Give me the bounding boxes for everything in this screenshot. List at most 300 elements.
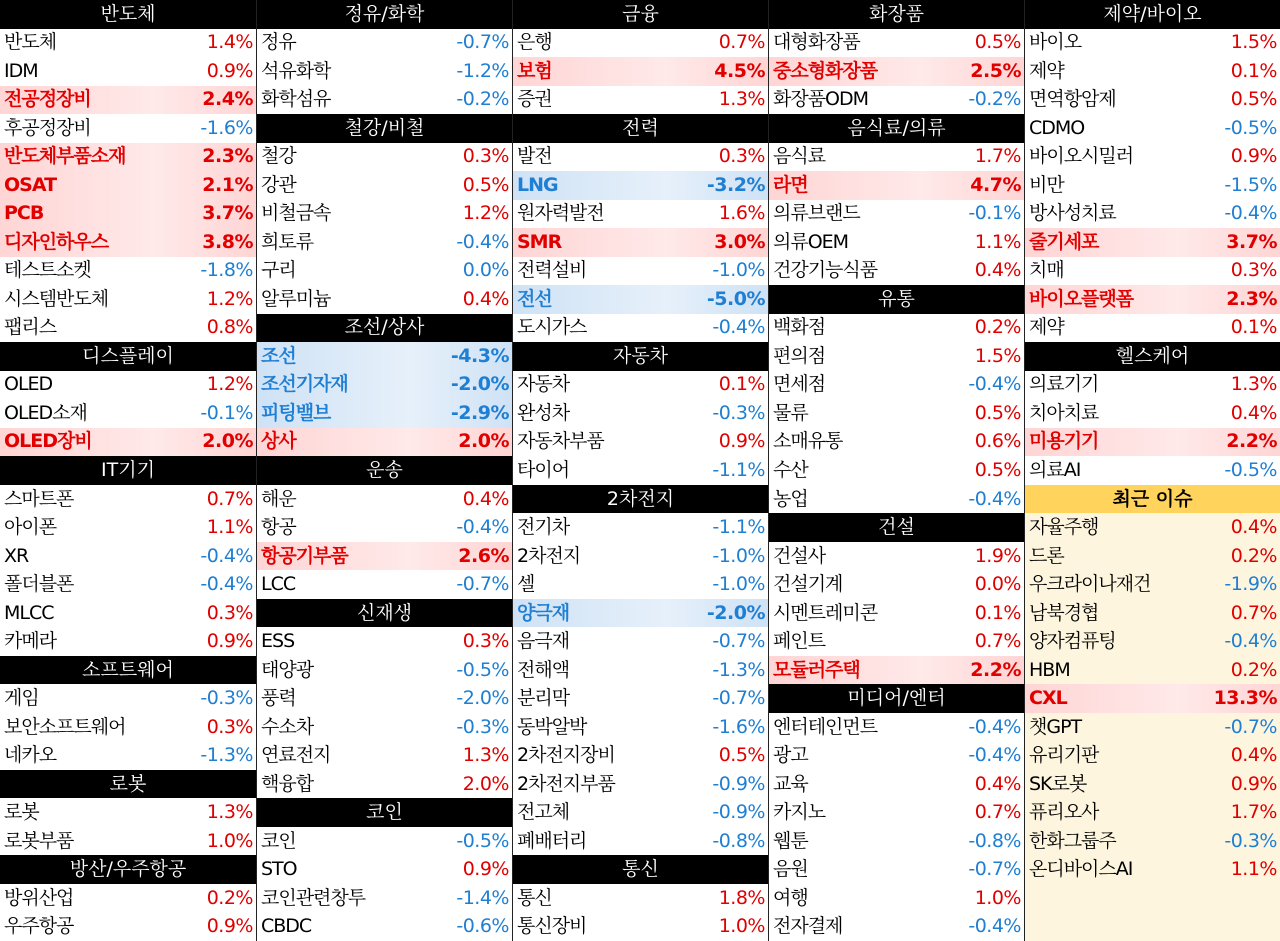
sector-change: 1.1%	[974, 230, 1021, 253]
sector-change: 3.0%	[714, 230, 765, 253]
sector-change: 0.0%	[974, 573, 1021, 596]
sector-row[interactable]	[513, 513, 768, 542]
sector-row[interactable]	[0, 143, 256, 172]
sector-row[interactable]	[769, 770, 1024, 799]
sector-row[interactable]	[513, 627, 768, 656]
sector-change: 1.7%	[1230, 801, 1277, 824]
sector-change: -1.2%	[456, 59, 509, 82]
sector-column	[512, 0, 768, 941]
sector-row[interactable]	[257, 827, 512, 856]
sector-row[interactable]	[0, 513, 256, 542]
sector-row[interactable]	[0, 171, 256, 200]
sector-header	[257, 314, 512, 343]
sector-row[interactable]	[769, 86, 1024, 115]
sector-row[interactable]	[1025, 57, 1280, 86]
sector-change: 1.6%	[718, 202, 765, 225]
sector-row[interactable]	[769, 570, 1024, 599]
sector-row[interactable]	[0, 570, 256, 599]
sector-name: 비만	[1029, 173, 1064, 196]
sector-change: -1.0%	[712, 573, 765, 596]
sector-header-label: 신재생	[356, 601, 413, 624]
sector-row[interactable]	[513, 314, 768, 343]
sector-change: 0.9%	[206, 630, 253, 653]
sector-row[interactable]	[1025, 770, 1280, 799]
sector-change: 1.4%	[206, 31, 253, 54]
sector-name: 카지노	[773, 801, 826, 824]
sector-name: 중소형화장품	[773, 59, 878, 82]
sector-name: 팹리스	[4, 316, 57, 339]
sector-name: 방사성치료	[1029, 202, 1116, 225]
sector-change: -0.5%	[1224, 458, 1277, 481]
sector-row[interactable]	[513, 570, 768, 599]
sector-change: -0.5%	[1224, 116, 1277, 139]
sector-header	[0, 456, 256, 485]
sector-row[interactable]	[1025, 371, 1280, 400]
sector-name: 철강	[261, 145, 296, 168]
sector-row[interactable]	[0, 200, 256, 229]
sector-name: 보안소프트웨어	[4, 715, 126, 738]
sector-row[interactable]	[769, 143, 1024, 172]
sector-row[interactable]	[769, 171, 1024, 200]
sector-name: 게임	[4, 687, 39, 710]
sector-row[interactable]	[513, 456, 768, 485]
sector-row[interactable]	[257, 86, 512, 115]
sector-change: -0.4%	[1224, 202, 1277, 225]
sector-row[interactable]	[769, 713, 1024, 742]
sector-row[interactable]	[769, 342, 1024, 371]
sector-row[interactable]	[257, 200, 512, 229]
sector-row[interactable]	[0, 399, 256, 428]
sector-name: 분리막	[517, 687, 570, 710]
sector-change: 0.1%	[974, 601, 1021, 624]
sector-change: 2.0%	[458, 430, 509, 453]
sector-row[interactable]	[0, 599, 256, 628]
sector-name: 시스템반도체	[4, 287, 109, 310]
sector-row[interactable]	[1025, 627, 1280, 656]
sector-row[interactable]	[1025, 542, 1280, 571]
sector-row[interactable]	[257, 855, 512, 884]
sector-row[interactable]	[769, 627, 1024, 656]
sector-row[interactable]	[0, 713, 256, 742]
sector-header-label: 미디어/엔터	[847, 687, 946, 710]
sector-row[interactable]	[0, 29, 256, 58]
sector-row[interactable]	[257, 684, 512, 713]
sector-header	[1025, 342, 1280, 371]
sector-change: -0.4%	[1224, 630, 1277, 653]
sector-change: 2.2%	[970, 658, 1021, 681]
sector-row[interactable]	[0, 285, 256, 314]
sector-change: -0.4%	[456, 230, 509, 253]
sector-row[interactable]	[513, 798, 768, 827]
sector-row[interactable]	[513, 827, 768, 856]
sector-name: LCC	[261, 573, 296, 596]
sector-name: 태양광	[261, 658, 314, 681]
sector-change: -0.7%	[968, 858, 1021, 881]
sector-row[interactable]	[257, 171, 512, 200]
sector-row[interactable]	[769, 314, 1024, 343]
sector-change: 1.0%	[718, 915, 765, 938]
sector-name: 자동차부품	[517, 430, 604, 453]
sector-change: -0.7%	[712, 687, 765, 710]
sector-name: 건설기계	[773, 573, 843, 596]
sector-change: -0.4%	[968, 744, 1021, 767]
sector-header-label: 음식료/의류	[847, 116, 946, 139]
sector-row[interactable]	[1025, 656, 1280, 685]
sector-row[interactable]	[0, 428, 256, 457]
sector-row[interactable]	[0, 912, 256, 941]
sector-name: 반도체부품소재	[4, 145, 126, 168]
sector-row[interactable]	[513, 86, 768, 115]
sector-header-label: 정유/화학	[344, 2, 425, 25]
sector-row[interactable]	[769, 485, 1024, 514]
sector-name: 소매유통	[773, 430, 843, 453]
sector-row[interactable]	[769, 855, 1024, 884]
sector-name: 우주항공	[4, 915, 74, 938]
sector-name: 석유화학	[261, 59, 331, 82]
sector-row[interactable]	[1025, 200, 1280, 229]
sector-name: 카메라	[4, 630, 57, 653]
sector-row[interactable]	[257, 513, 512, 542]
sector-row[interactable]	[257, 371, 512, 400]
sector-row[interactable]	[769, 827, 1024, 856]
sector-name: 치아치료	[1029, 401, 1099, 424]
sector-change: 0.2%	[974, 316, 1021, 339]
sector-change: -2.0%	[706, 601, 765, 624]
sector-row[interactable]	[257, 485, 512, 514]
sector-row[interactable]	[0, 798, 256, 827]
sector-name: 면세점	[773, 373, 826, 396]
sector-change: -0.7%	[712, 630, 765, 653]
sector-row[interactable]	[0, 485, 256, 514]
sector-row[interactable]	[1025, 456, 1280, 485]
sector-row[interactable]	[257, 713, 512, 742]
sector-change: 1.1%	[206, 516, 253, 539]
sector-name: 셀	[517, 573, 535, 596]
sector-row[interactable]	[769, 884, 1024, 913]
sector-row[interactable]	[513, 542, 768, 571]
sector-row[interactable]	[1025, 314, 1280, 343]
sector-row[interactable]	[769, 371, 1024, 400]
sector-row[interactable]	[257, 627, 512, 656]
sector-row[interactable]	[0, 228, 256, 257]
sector-header	[0, 770, 256, 799]
sector-row[interactable]	[513, 171, 768, 200]
sector-name: 음극재	[517, 630, 570, 653]
sector-name: OLED소재	[4, 401, 87, 424]
sector-row[interactable]	[513, 29, 768, 58]
sector-name: 스마트폰	[4, 487, 74, 510]
sector-name: 동박알박	[517, 715, 587, 738]
sector-change: 0.1%	[718, 373, 765, 396]
sector-row[interactable]	[257, 342, 512, 371]
sector-change: -0.1%	[200, 401, 253, 424]
sector-row[interactable]	[769, 599, 1024, 628]
sector-name: SK로봇	[1029, 772, 1087, 795]
sector-name: 조선	[261, 344, 296, 367]
sector-change: 2.4%	[202, 88, 253, 111]
sector-row[interactable]	[1025, 827, 1280, 856]
sector-row[interactable]	[513, 143, 768, 172]
sector-row[interactable]	[1025, 798, 1280, 827]
sector-change: 2.3%	[202, 145, 253, 168]
sector-change: 3.7%	[202, 202, 253, 225]
sector-row[interactable]	[1025, 86, 1280, 115]
sector-row[interactable]	[1025, 399, 1280, 428]
sector-header	[769, 285, 1024, 314]
sector-change: 2.3%	[1226, 287, 1277, 310]
sector-change: 4.7%	[970, 173, 1021, 196]
sector-name: 디자인하우스	[4, 230, 109, 253]
sector-change: -0.4%	[968, 487, 1021, 510]
sector-row[interactable]	[513, 57, 768, 86]
sector-change: -0.3%	[456, 715, 509, 738]
sector-row[interactable]	[0, 371, 256, 400]
sector-row[interactable]	[513, 713, 768, 742]
sector-column	[768, 0, 1024, 941]
sector-name: 드론	[1029, 544, 1064, 567]
sector-change: -0.4%	[456, 516, 509, 539]
sector-row[interactable]	[769, 741, 1024, 770]
sector-change: -1.9%	[1224, 573, 1277, 596]
sector-header	[0, 855, 256, 884]
sector-name: 자동차	[517, 373, 570, 396]
sector-change: 2.0%	[462, 772, 509, 795]
sector-row[interactable]	[0, 827, 256, 856]
sector-name: 방위산업	[4, 886, 74, 909]
sector-name: 면역항암제	[1029, 88, 1116, 111]
sector-change: -3.2%	[706, 173, 765, 196]
sector-name: 모듈러주택	[773, 658, 860, 681]
sector-row[interactable]	[513, 257, 768, 286]
sector-name: 코인관련창투	[261, 886, 366, 909]
sector-name: SMR	[517, 230, 562, 253]
sector-name: 의류브랜드	[773, 202, 860, 225]
sector-name: 바이오시밀러	[1029, 145, 1134, 168]
sector-header-label: 건설	[878, 516, 915, 539]
sector-name: 양극재	[517, 601, 570, 624]
sector-change: -0.8%	[968, 829, 1021, 852]
sector-row[interactable]	[1025, 741, 1280, 770]
sector-change: 0.9%	[1230, 145, 1277, 168]
sector-row[interactable]	[1025, 713, 1280, 742]
sector-row[interactable]	[1025, 285, 1280, 314]
sector-row[interactable]	[257, 228, 512, 257]
sector-row[interactable]	[1025, 428, 1280, 457]
sector-row[interactable]	[0, 257, 256, 286]
sector-change: -0.2%	[456, 88, 509, 111]
sector-name: 화장품ODM	[773, 88, 869, 111]
sector-name: ESS	[261, 630, 295, 653]
sector-change: -0.2%	[968, 88, 1021, 111]
sector-name: 대형화장품	[773, 31, 860, 54]
sector-row[interactable]	[257, 285, 512, 314]
sector-name: 강관	[261, 173, 296, 196]
sector-change: -1.0%	[712, 259, 765, 282]
sector-name: 제약	[1029, 59, 1064, 82]
sector-row[interactable]	[769, 656, 1024, 685]
sector-row[interactable]	[769, 399, 1024, 428]
sector-row[interactable]	[257, 57, 512, 86]
sector-row[interactable]	[1025, 257, 1280, 286]
sector-name: 반도체	[4, 31, 57, 54]
sector-name: 코인	[261, 829, 296, 852]
sector-row[interactable]	[257, 570, 512, 599]
sector-name: STO	[261, 858, 297, 881]
sector-row[interactable]	[0, 57, 256, 86]
sector-row[interactable]	[769, 257, 1024, 286]
sector-row[interactable]	[0, 314, 256, 343]
sector-name: 온디바이스AI	[1029, 858, 1133, 881]
sector-name: 건설사	[773, 544, 826, 567]
sector-row[interactable]	[769, 456, 1024, 485]
sector-name: 전기차	[517, 516, 570, 539]
sector-row[interactable]	[0, 627, 256, 656]
sector-change: -1.1%	[712, 458, 765, 481]
sector-name: 자율주행	[1029, 516, 1099, 539]
sector-header-label: 운송	[366, 458, 403, 481]
sector-header	[513, 114, 768, 143]
sector-name: CXL	[1029, 687, 1067, 710]
sector-change: 1.5%	[974, 344, 1021, 367]
sector-row[interactable]	[769, 29, 1024, 58]
sector-row[interactable]	[1025, 513, 1280, 542]
sector-name: 교육	[773, 772, 808, 795]
sector-name: 바이오플랫폼	[1029, 287, 1134, 310]
sector-row[interactable]	[513, 399, 768, 428]
sector-name: 챗GPT	[1029, 715, 1082, 738]
sector-row[interactable]	[257, 741, 512, 770]
sector-row[interactable]	[769, 428, 1024, 457]
sector-row[interactable]	[257, 399, 512, 428]
sector-row[interactable]	[769, 798, 1024, 827]
sector-name: 의류OEM	[773, 230, 849, 253]
sector-name: 통신장비	[517, 915, 587, 938]
sector-change: -2.0%	[456, 687, 509, 710]
sector-row[interactable]	[257, 29, 512, 58]
sector-row[interactable]	[1025, 684, 1280, 713]
sector-row[interactable]	[257, 656, 512, 685]
sector-row[interactable]	[257, 770, 512, 799]
sector-row[interactable]	[257, 884, 512, 913]
sector-row[interactable]	[1025, 599, 1280, 628]
sector-change: -0.9%	[712, 801, 765, 824]
sector-name: 화학섬유	[261, 88, 331, 111]
sector-row[interactable]	[513, 656, 768, 685]
sector-row[interactable]	[0, 542, 256, 571]
sector-row[interactable]	[769, 57, 1024, 86]
sector-name: 전해액	[517, 658, 570, 681]
sector-row[interactable]	[513, 599, 768, 628]
sector-change: 1.1%	[1230, 858, 1277, 881]
sector-row[interactable]	[1025, 228, 1280, 257]
sector-row[interactable]	[0, 684, 256, 713]
sector-name: 타이어	[517, 458, 570, 481]
sector-name: 음원	[773, 858, 808, 881]
sector-row[interactable]	[0, 884, 256, 913]
sector-row[interactable]	[513, 200, 768, 229]
sector-header-label: 코인	[366, 801, 403, 824]
sector-row[interactable]	[257, 912, 512, 941]
sector-name: OLED장비	[4, 430, 92, 453]
sector-row[interactable]	[257, 428, 512, 457]
sector-change: 0.0%	[462, 259, 509, 282]
sector-row[interactable]	[513, 285, 768, 314]
sector-row[interactable]	[769, 200, 1024, 229]
sector-change: 0.5%	[718, 744, 765, 767]
sector-name: XR	[4, 544, 29, 567]
sector-row[interactable]	[513, 228, 768, 257]
sector-change: 0.7%	[974, 801, 1021, 824]
sector-row[interactable]	[513, 770, 768, 799]
sector-header-label: 2차전지	[606, 487, 675, 510]
sector-name: 도시가스	[517, 316, 587, 339]
sector-row[interactable]	[1025, 855, 1280, 884]
sector-header	[769, 0, 1024, 29]
sector-change: 1.2%	[462, 202, 509, 225]
sector-row[interactable]	[1025, 114, 1280, 143]
sector-row[interactable]	[1025, 570, 1280, 599]
sector-change: -0.3%	[712, 401, 765, 424]
sector-name: MLCC	[4, 601, 54, 624]
sector-name: 편의점	[773, 344, 826, 367]
sector-change: -1.1%	[712, 516, 765, 539]
sector-name: CDMO	[1029, 116, 1085, 139]
sector-change: -0.4%	[968, 715, 1021, 738]
sector-row[interactable]	[257, 542, 512, 571]
sector-row[interactable]	[0, 86, 256, 115]
sector-change: -0.8%	[712, 829, 765, 852]
sector-name: 줄기세포	[1029, 230, 1099, 253]
sector-name: 라면	[773, 173, 808, 196]
sector-change: 0.3%	[462, 630, 509, 653]
sector-change: 0.9%	[462, 858, 509, 881]
sector-change: 0.5%	[974, 458, 1021, 481]
sector-name: 미용기기	[1029, 430, 1099, 453]
sector-row[interactable]	[513, 884, 768, 913]
sector-name: 해운	[261, 487, 296, 510]
sector-change: 0.2%	[1230, 658, 1277, 681]
sector-column	[1024, 0, 1280, 941]
sector-name: 항공기부품	[261, 544, 348, 567]
sector-change: 4.5%	[714, 59, 765, 82]
sector-header	[513, 0, 768, 29]
sector-change: 0.9%	[206, 59, 253, 82]
sector-row[interactable]	[1025, 171, 1280, 200]
sector-change: -2.9%	[450, 401, 509, 424]
sector-header	[257, 456, 512, 485]
sector-row[interactable]	[769, 542, 1024, 571]
sector-name: 연료전지	[261, 744, 331, 767]
sector-row[interactable]	[769, 912, 1024, 941]
sector-row[interactable]	[257, 143, 512, 172]
sector-name: 한화그룹주	[1029, 829, 1116, 852]
sector-row[interactable]	[513, 912, 768, 941]
sector-row[interactable]	[769, 228, 1024, 257]
sector-row[interactable]	[1025, 29, 1280, 58]
sector-row[interactable]	[513, 684, 768, 713]
sector-row[interactable]	[257, 257, 512, 286]
sector-row[interactable]	[513, 741, 768, 770]
sector-change: 1.7%	[974, 145, 1021, 168]
sector-name: 로봇부품	[4, 829, 74, 852]
sector-name: 상사	[261, 430, 296, 453]
sector-row[interactable]	[0, 741, 256, 770]
sector-name: OSAT	[4, 173, 57, 196]
sector-row[interactable]	[0, 114, 256, 143]
sector-row[interactable]	[1025, 143, 1280, 172]
sector-row[interactable]	[513, 428, 768, 457]
sector-row[interactable]	[513, 371, 768, 400]
